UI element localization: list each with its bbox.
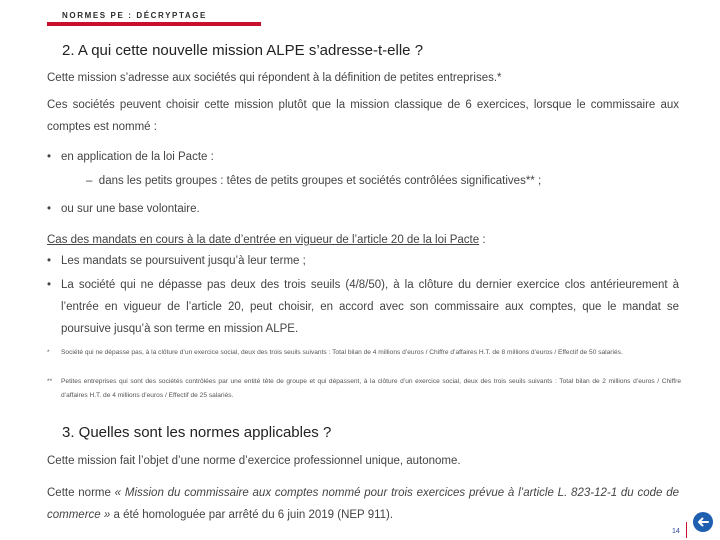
bullet-item-volontaire (47, 203, 200, 215)
dash-marker: – (86, 175, 93, 187)
bullet-text: ou sur une base volontaire. (61, 203, 200, 215)
para-2-prefix: Cette norme (47, 487, 115, 499)
mandates-heading-text: Cas des mandats en cours à la date d’entrée en vigueur de l’article 20 de la loi Pacte (47, 234, 480, 246)
back-button[interactable] (693, 512, 713, 532)
footnote-text: Petites entreprises qui sont des sociétés contrôlées par une entité tête de groupe et qui dépassent, à la clôture d’un exercice social, deux des trois seuils suivants : Total bilan de 2 millions d’euros / Chiffre d’affaires H.T. de 4 millions d’euros / Effectif de 25 salariés. (61, 378, 681, 399)
bullet-item-mandats (47, 255, 306, 267)
para-2-norm-title: « Mission du commissaire aux comptes nommé pour trois exercices prévue à l’article L. 823-12-1 du code de commerce » (47, 487, 679, 521)
section-3-title: 3. Quelles sont les normes applicables ? (62, 424, 332, 441)
bullet-marker: • (47, 151, 52, 163)
mandates-heading (47, 234, 486, 246)
header-accent-rule (47, 22, 261, 26)
bullet-item-loi-pacte (47, 151, 214, 163)
footnote-2 (47, 375, 681, 403)
footnote-mark: ** (47, 378, 53, 385)
header-label: NORMES PE : DÉCRYPTAGE (62, 11, 207, 20)
back-arrow-icon (696, 515, 710, 529)
bullet-marker: • (47, 279, 52, 291)
footnote-text: Société qui ne dépasse pas, à la clôture d’un exercice social, deux des trois seuils suivants : Total bilan de 4 millions d’euros / Chiffre d’affaires H.T. de 8 millions d’euros / Effectif de 50 salariés. (61, 349, 623, 356)
section-3-para-2 (47, 482, 679, 526)
footnote-1 (47, 346, 681, 360)
page-number: 14 (672, 528, 680, 535)
footnote-mark: * (47, 349, 50, 356)
bullet-text: Les mandats se poursuivent jusqu’à leur terme ; (61, 255, 306, 267)
mandates-heading-suffix: : (479, 234, 486, 246)
page-divider (686, 522, 687, 538)
section-3-para-1: Cette mission fait l’objet d’une norme d’exercice professionnel unique, autonome. (47, 455, 461, 467)
sub-bullet-text: dans les petits groupes : têtes de petits groupes et sociétés contrôlées significatives** ; (98, 175, 542, 187)
para-2-suffix: a été homologuée par arrêté du 6 juin 2019 (NEP 911). (110, 509, 394, 521)
bullet-text: en application de la loi Pacte : (61, 151, 214, 163)
sub-bullet-petits-groupes (86, 175, 541, 187)
bullet-marker: • (47, 203, 52, 215)
bullet-item-seuils (47, 274, 679, 340)
section-2-title: 2. A qui cette nouvelle mission ALPE s’adresse-t-elle ? (62, 42, 424, 59)
bullet-marker: • (47, 255, 52, 267)
bullet-text: La société qui ne dépasse pas deux des trois seuils (4/8/50), à la clôture du dernier exercice clos antérieurement à l’entrée en vigueur de l’article 20, peut choisir, en accord avec son commissaire aux comptes, que le mandat se poursuive jusqu’à son terme en mission ALPE. (61, 279, 679, 335)
section-2-para-2: Ces sociétés peuvent choisir cette mission plutôt que la mission classique de 6 exercices, lorsque le commissaire aux comptes est nommé : (47, 99, 679, 133)
section-2-para-1: Cette mission s’adresse aux sociétés qui répondent à la définition de petites entreprises.* (47, 72, 502, 84)
